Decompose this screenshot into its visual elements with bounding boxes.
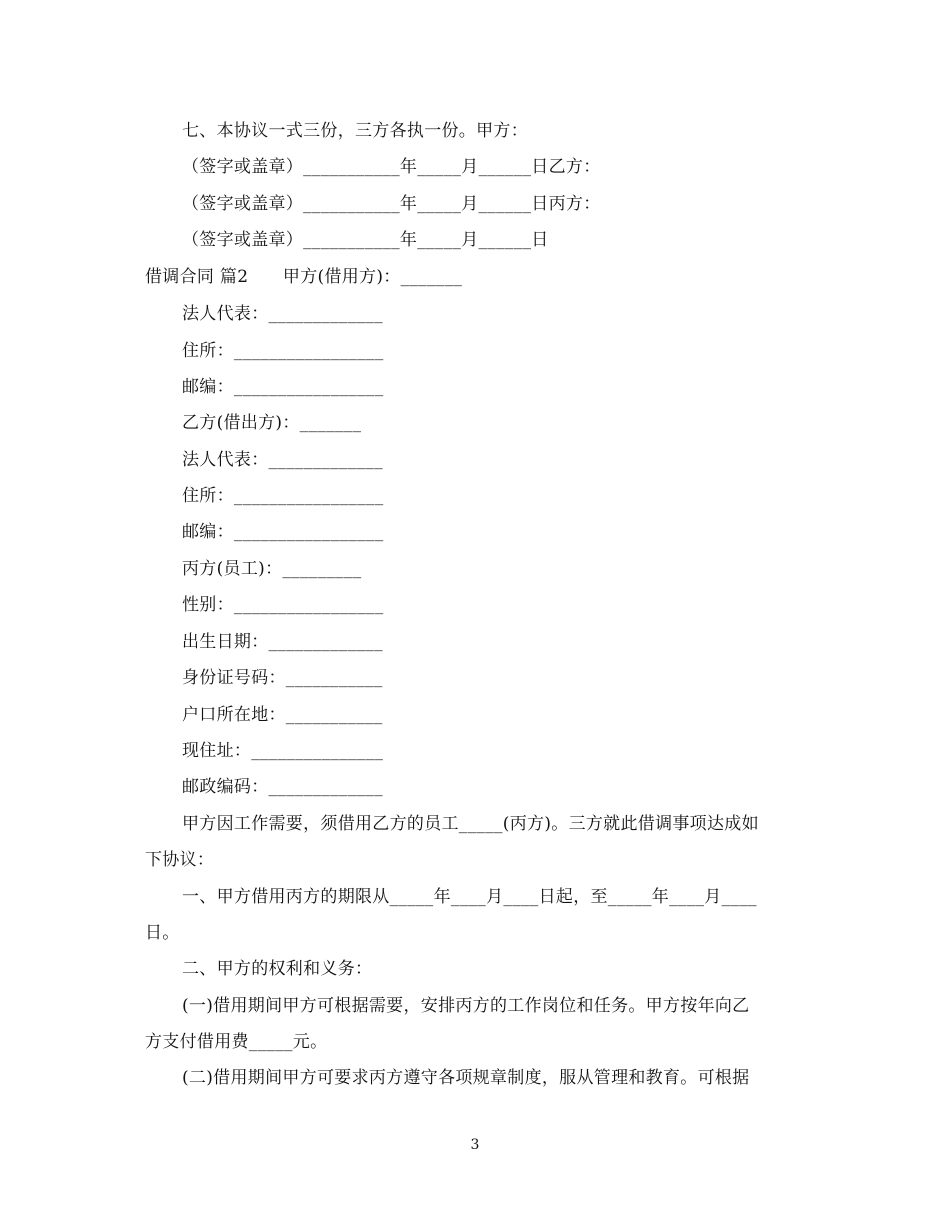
text-line: 出生日期：_____________ bbox=[182, 632, 383, 652]
text-line: 七、本协议一式三份，三方各执一份。甲方： bbox=[182, 121, 528, 141]
paragraph-line: 一、甲方借用丙方的期限从_____年____月____日起，至_____年____月____ bbox=[182, 887, 757, 907]
text-line: （签字或盖章）___________年_____月______日丙方： bbox=[182, 194, 601, 214]
text-line: 性别：_________________ bbox=[182, 595, 384, 615]
paragraph-line: 甲方因工作需要，须借用乙方的员工_____(丙方)。三方就此借调事项达成如 bbox=[182, 814, 759, 834]
text-line: 住所：_________________ bbox=[182, 486, 384, 506]
paragraph-line: 日。 bbox=[145, 923, 180, 943]
paragraph-line: (二)借用期间甲方可要求丙方遵守各项规章制度，服从管理和教育。可根据 bbox=[182, 1068, 750, 1088]
paragraph-line: 下协议： bbox=[145, 850, 215, 870]
text-line: （签字或盖章）___________年_____月______日 bbox=[182, 230, 549, 250]
text-line: 丙方(员工)：_________ bbox=[182, 559, 362, 579]
text-line: 身份证号码：___________ bbox=[182, 668, 383, 688]
section-heading: 借调合同 篇2 甲方(借用方)：_______ bbox=[145, 267, 463, 287]
paragraph-line: (一)借用期间甲方可根据需要，安排丙方的工作岗位和任务。甲方按年向乙 bbox=[182, 996, 750, 1016]
text-line: 邮政编码：_____________ bbox=[182, 777, 383, 797]
text-line: 住所：_________________ bbox=[182, 341, 384, 361]
text-line: 乙方(借出方)：_______ bbox=[182, 413, 362, 433]
text-line: 现住址：_______________ bbox=[182, 741, 384, 761]
page-number: 3 bbox=[470, 1137, 480, 1153]
text-line: 邮编：_________________ bbox=[182, 522, 384, 542]
text-line: （签字或盖章）___________年_____月______日乙方： bbox=[182, 157, 601, 177]
text-line: 邮编：_________________ bbox=[182, 377, 384, 397]
paragraph-line: 方支付借用费_____元。 bbox=[145, 1032, 328, 1052]
paragraph-line: 二、甲方的权利和义务： bbox=[182, 959, 373, 979]
text-line: 法人代表：_____________ bbox=[182, 304, 383, 324]
text-line: 法人代表：_____________ bbox=[182, 450, 383, 470]
text-line: 户口所在地：___________ bbox=[182, 705, 383, 725]
